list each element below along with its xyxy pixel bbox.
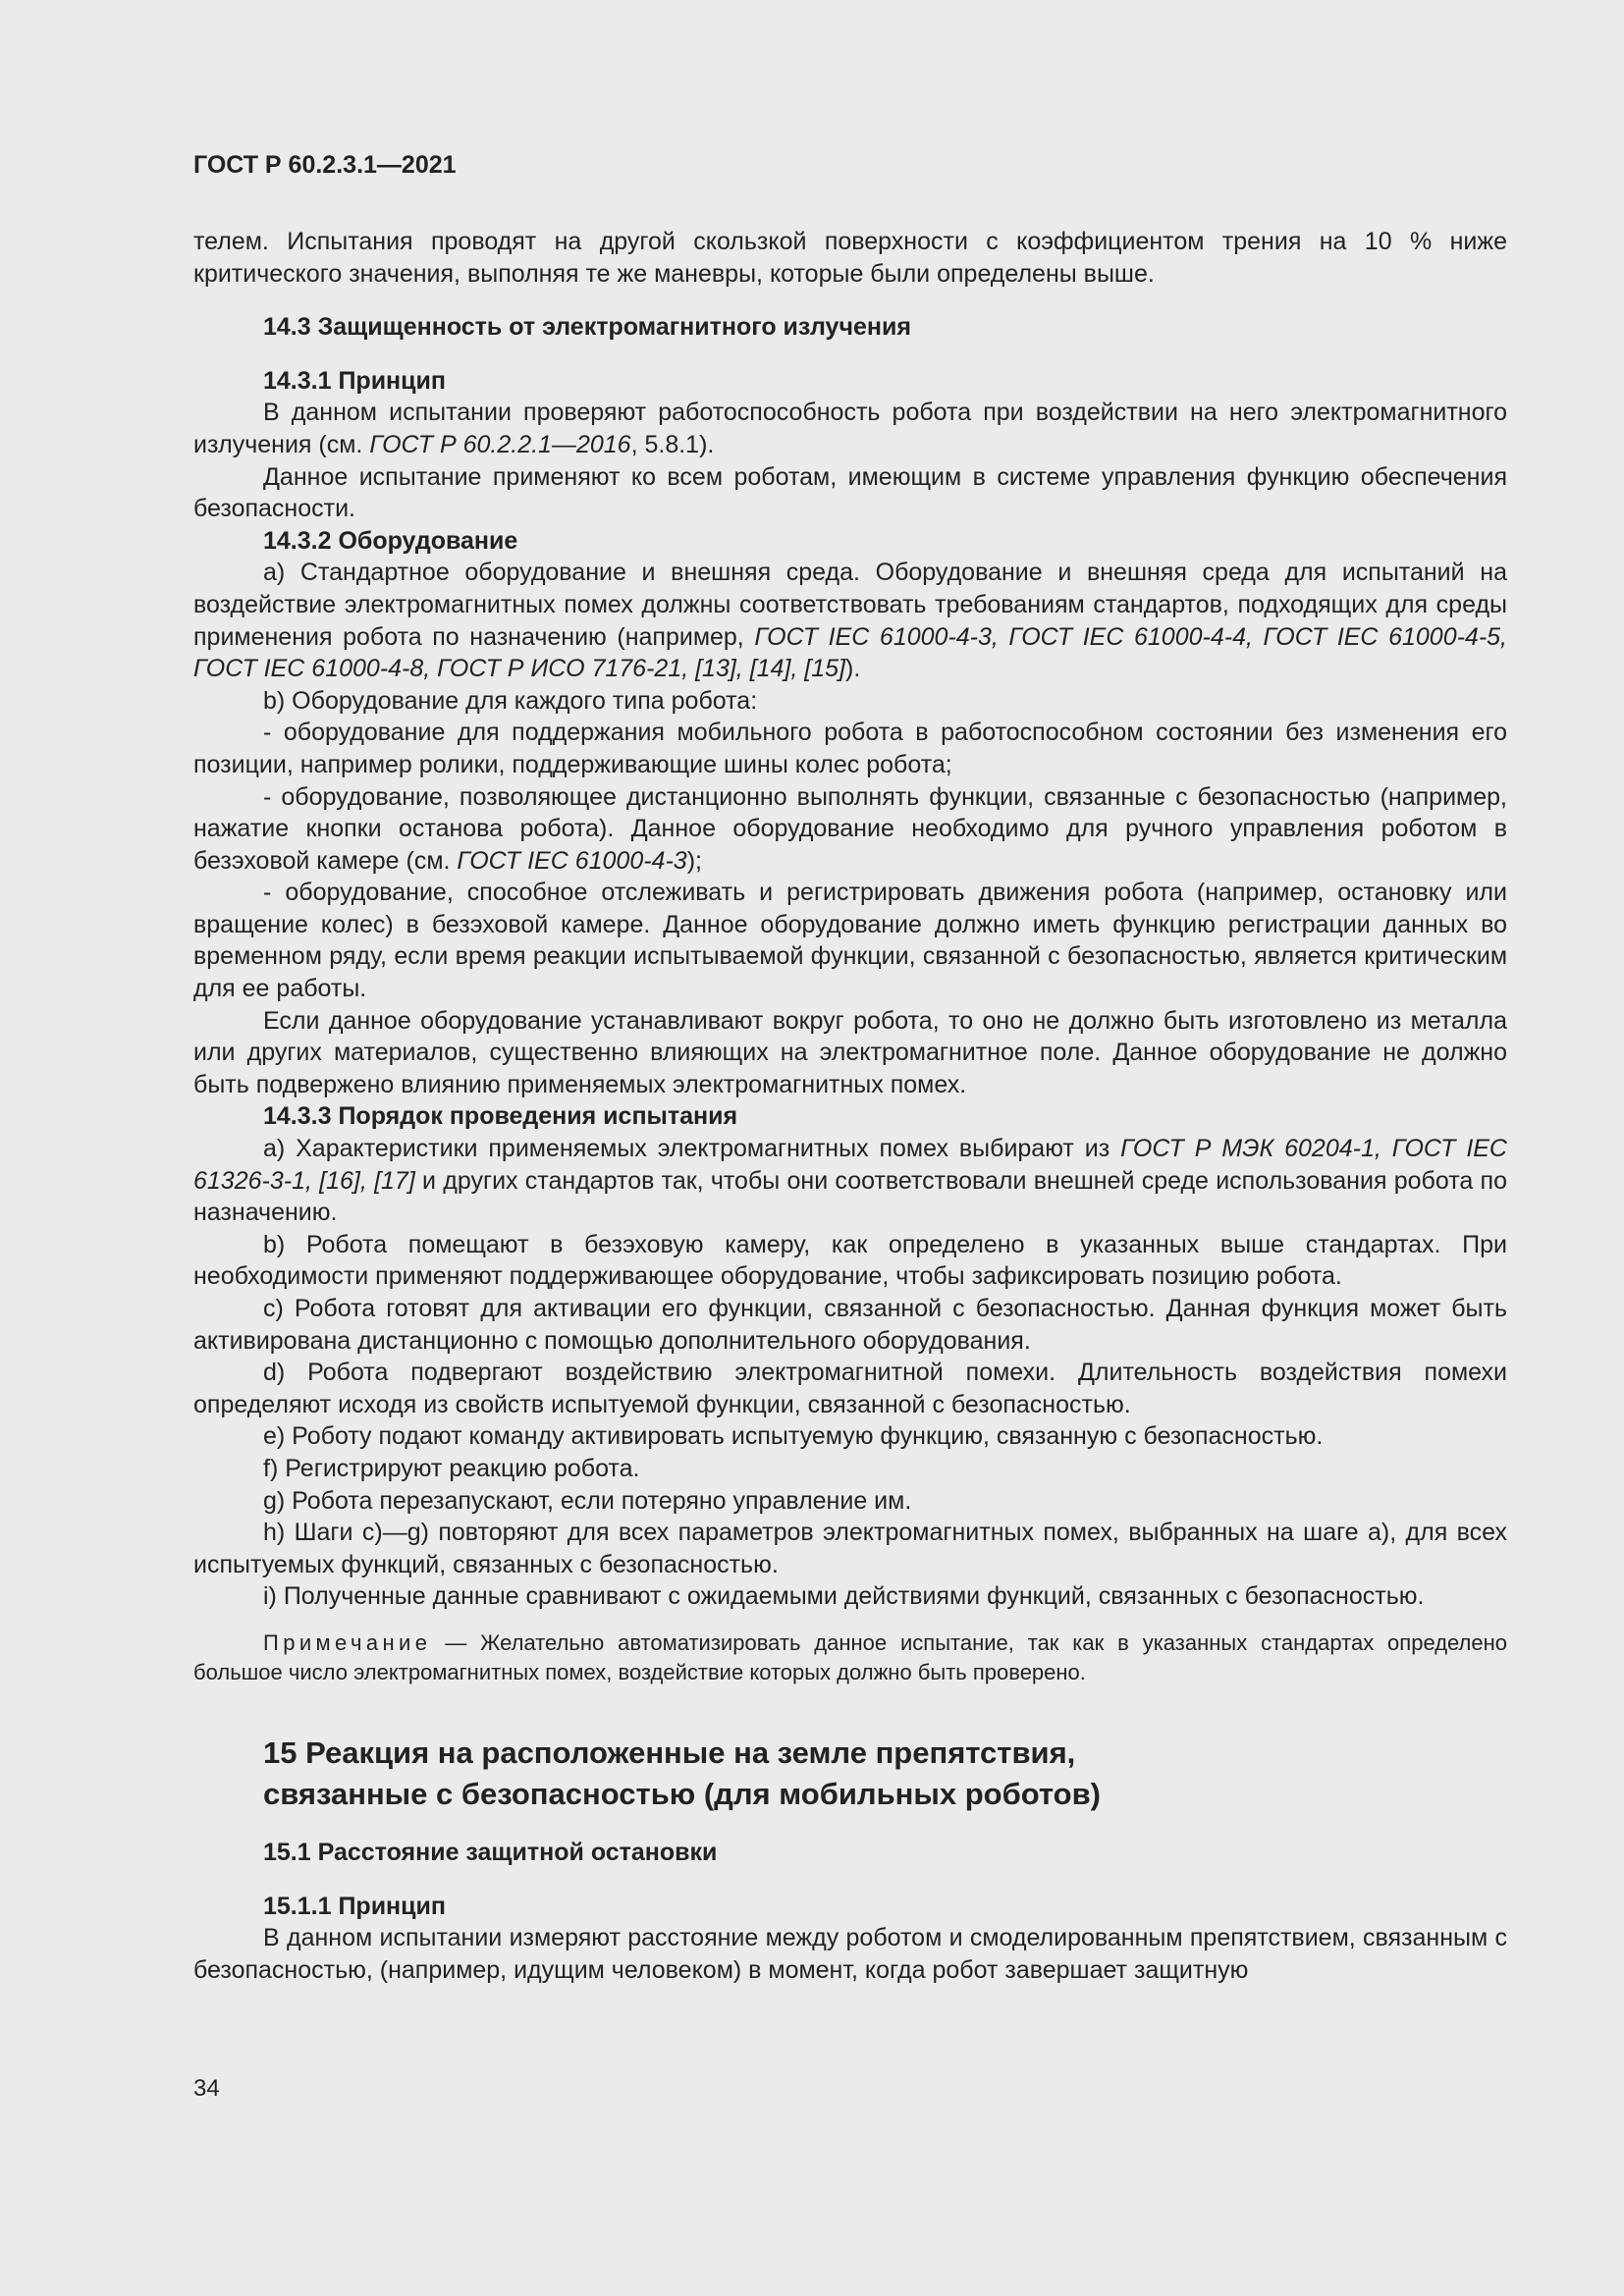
paragraph-scope: Данное испытание применяют ко всем роботам, имеющим в системе управления функцию обеспечения безопасности. <box>193 462 1507 523</box>
procedure-step-a <box>193 1133 1507 1229</box>
section-heading-14-3-1: 14.3.1 Принцип <box>263 366 446 395</box>
procedure-step-f: f) Регистрируют реакцию робота. <box>263 1454 640 1482</box>
paragraph-text: и других стандартов так, чтобы они соответствовали внешней среде использования робота по назначению. <box>193 1166 1507 1227</box>
list-item-support-equipment: - оборудование для поддержания мобильного робота в работоспособном состоянии без изменения его позиции, например ролики, поддерживающие шины колес робота; <box>193 719 1507 778</box>
paragraph-item-b-equipment: b) Оборудование для каждого типа робота: <box>263 686 758 715</box>
paragraph-item-a-equipment <box>193 557 1507 684</box>
procedure-step-g: g) Робота перезапускают, если потеряно управление им. <box>263 1486 912 1515</box>
paragraph-text: ); <box>686 846 702 875</box>
section-heading-15 <box>193 1733 1507 1815</box>
continued-paragraph: телем. Испытания проводят на другой скользкой поверхности с коэффициентом трения на 10 % ниже критического значения, выполняя те же маневры, которые были определены выше. <box>193 228 1507 288</box>
section-heading-15-1: 15.1 Расстояние защитной остановки <box>263 1838 718 1866</box>
section-heading-15-line-1: 15 Реакция на расположенные на земле препятствия, <box>263 1735 1076 1770</box>
procedure-step-e: e) Роботу подают команду активировать испытуемую функцию, связанную с безопасностью. <box>263 1422 1324 1451</box>
list-item-monitoring-equipment: - оборудование, способное отслеживать и регистрировать движения робота (например, остановку или вращение колес) в безэховой камере. Данное оборудование должно иметь функцию регистрации данных во временном ряду, если время реакции испытываемой функции, связанной с безопасностью, является критическим для ее работы. <box>193 879 1507 1003</box>
note-label: Примечание <box>263 1629 432 1655</box>
note-text: — Желательно автоматизировать данное испытание, так как в указанных стандартах определено большое число электромагнитных помех, воздействие которых должно быть проверено. <box>193 1629 1507 1684</box>
paragraph-text: a) Характеристики применяемых электромагнитных помех выбирают из <box>263 1135 1121 1163</box>
procedure-step-b: b) Робота помещают в безэховую камеру, как определено в указанных выше стандартах. При необходимости применяют поддерживающее оборудование, чтобы зафиксировать позицию робота. <box>193 1230 1507 1291</box>
paragraph-text: ). <box>845 655 861 683</box>
section-heading-15-line-2: связанные с безопасностью (для мобильных роботов) <box>263 1776 1101 1811</box>
page-number: 34 <box>193 2075 220 2102</box>
procedure-step-d: d) Робота подвергают воздействию электромагнитной помехи. Длительность воздействия помехи определяют исходя из свойств испытуемой функции, связанной с безопасностью. <box>193 1359 1507 1418</box>
paragraph-text: a) Стандартное оборудование и внешняя среда. Оборудование и внешняя среда для испытаний на воздействие электромагнитных помех должны соответствовать требованиям стандартов, подходящих для среды применения робота по назначению (например, <box>193 559 1507 651</box>
paragraph-equipment-material: Если данное оборудование устанавливают вокруг робота, то оно не должно быть изготовлено из металла или других материалов, существенно влияющих на электромагнитное поле. Данное оборудование не должно быть подвержено влиянию применяемых электромагнитных помех. <box>193 1006 1507 1098</box>
procedure-step-h: h) Шаги c)—g) повторяют для всех параметров электромагнитных помех, выбранных на шаге a), для всех испытуемых функций, связанных с безопасностью. <box>193 1519 1507 1578</box>
paragraph-stop-distance: В данном испытании измеряют расстояние между роботом и смоделированным препятствием, связанным с безопасностью, (например, идущим человеком) в момент, когда робот завершает защитную <box>193 1924 1507 1984</box>
document-code-header: ГОСТ Р 60.2.3.1—2021 <box>193 151 457 179</box>
paragraph-text: , 5.8.1). <box>630 430 715 458</box>
standard-reference: ГОСТ Р МЭК 60204-1, ГОСТ IEC 61326-3-1, [16], [17] <box>193 1135 1507 1195</box>
procedure-step-i: i) Полученные данные сравнивают с ожидаемыми действиями функций, связанных с безопасностью. <box>263 1582 1425 1611</box>
section-heading-15-1-1: 15.1.1 Принцип <box>263 1892 446 1920</box>
page-content <box>193 226 1507 1986</box>
paragraph-text: В данном испытании проверяют работоспособность робота при воздействии на него электромагнитного излучения (см. <box>193 399 1507 458</box>
section-heading-14-3: 14.3 Защищенность от электромагнитного излучения <box>263 313 911 342</box>
list-item-remote-equipment <box>193 781 1507 878</box>
standard-reference: ГОСТ IEC 61000-4-3, ГОСТ IEC 61000-4-4, ГОСТ IEC 61000-4-5, ГОСТ IEC 61000-4-8, ГОСТ Р ИСО 7176-21, [13], [14], [15] <box>193 622 1508 683</box>
paragraph-principle <box>193 397 1507 460</box>
section-heading-14-3-2: 14.3.2 Оборудование <box>263 526 518 555</box>
note-paragraph <box>193 1629 1507 1687</box>
paragraph-text: - оборудование, позволяющее дистанционно выполнять функции, связанные с безопасностью (например, нажатие кнопки останова робота). Данное оборудование необходимо для ручного управления роботом в безэховой камере (см. <box>193 782 1507 875</box>
section-heading-14-3-3: 14.3.3 Порядок проведения испытания <box>263 1102 738 1131</box>
standard-reference: ГОСТ Р 60.2.2.1—2016 <box>369 430 631 458</box>
procedure-step-c: c) Робота готовят для активации его функции, связанной с безопасностью. Данная функция может быть активирована дистанционно с помощью дополнительного оборудования. <box>193 1295 1507 1355</box>
standard-reference: ГОСТ IEC 61000-4-3 <box>457 846 687 875</box>
